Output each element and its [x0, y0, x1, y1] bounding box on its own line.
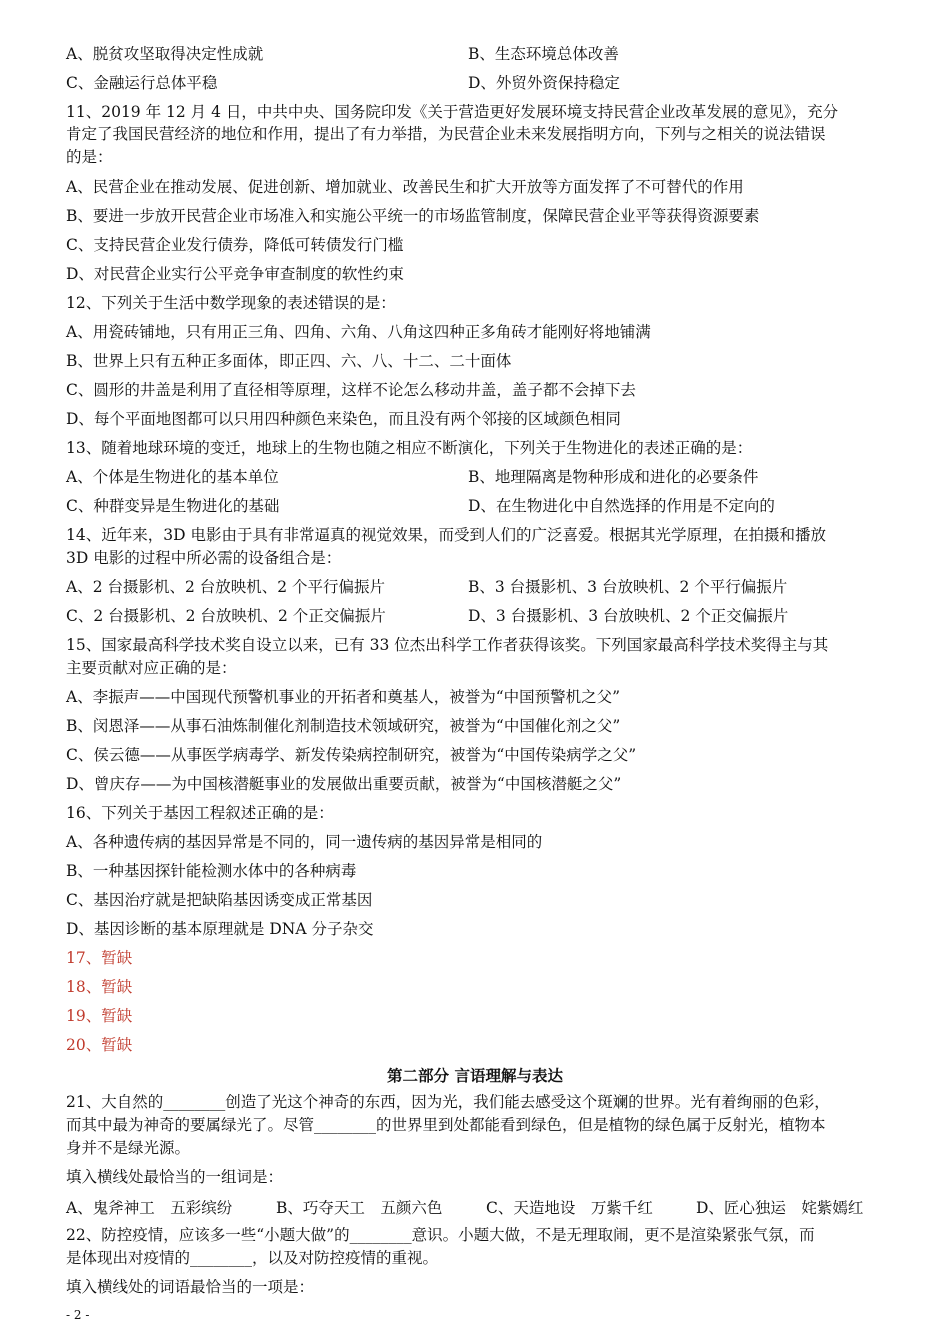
q21-options: [66, 1196, 863, 1218]
missing-question: 20、暂缺: [66, 1036, 133, 1054]
q14-stem-line2: 3D 电影的过程中所必需的设备组合是：: [66, 549, 342, 567]
q13-stem: 13、随着地球环境的变迁，地球上的生物也随之相应不断演化，下列关于生物进化的表述正确的是：: [66, 439, 753, 457]
q10-option-d: D、外贸外资保持稳定: [468, 74, 620, 92]
q11-option-d: D、对民营企业实行公平竞争审查制度的软性约束: [66, 265, 404, 283]
q16-option-b: B、一种基因探针能检测水体中的各种病毒: [66, 862, 357, 880]
q21-prompt: 填入横线处最恰当的一组词是：: [66, 1168, 284, 1186]
q14-option-b: B、3 台摄影机、3 台放映机、2 个平行偏振片: [468, 578, 788, 596]
q21-option-c: C、天造地设 万紫千红: [486, 1199, 653, 1217]
q15-stem-line1: 15、国家最高科学技术奖自设立以来，已有 33 位杰出科学工作者获得该奖。下列国家最高科学技术奖得主与其: [66, 636, 829, 654]
q15-option-a: A、李振声——中国现代预警机事业的开拓者和奠基人，被誉为“中国预警机之父”: [66, 688, 621, 706]
q13-option-b: B、地理隔离是物种形成和进化的必要条件: [468, 468, 759, 486]
q22-stem-line2: 是体现出对疫情的________，以及对防控疫情的重视。: [66, 1249, 439, 1267]
q14-option-c: C、2 台摄影机、2 台放映机、2 个正交偏振片: [66, 607, 386, 625]
page-number: - 2 -: [66, 1308, 90, 1322]
q21-stem-line3: 身并不是绿光源。: [66, 1139, 191, 1157]
q10-option-b: B、生态环境总体改善: [468, 45, 619, 63]
q12-option-b: B、世界上只有五种正多面体，即正四、六、八、十二、二十面体: [66, 352, 512, 370]
q15-option-b: B、闵恩泽——从事石油炼制催化剂制造技术领域研究，被誉为“中国催化剂之父”: [66, 717, 621, 735]
q14-option-a: A、2 台摄影机、2 台放映机、2 个平行偏振片: [66, 578, 386, 596]
q12-stem: 12、下列关于生活中数学现象的表述错误的是：: [66, 294, 396, 312]
q11-option-a: A、民营企业在推动发展、促进创新、增加就业、改善民生和扩大开放等方面发挥了不可替代的作用: [66, 178, 744, 196]
q16-option-d: D、基因诊断的基本原理就是 DNA 分子杂交: [66, 920, 374, 938]
q11-stem-line3: 的是：: [66, 148, 113, 166]
q13-option-d: D、在生物进化中自然选择的作用是不定向的: [468, 497, 775, 515]
q10-option-a: A、脱贫攻坚取得决定性成就: [66, 45, 264, 63]
missing-question: 19、暂缺: [66, 1007, 133, 1025]
q10-option-c: C、金融运行总体平稳: [66, 74, 218, 92]
q13-option-a: A、个体是生物进化的基本单位: [66, 468, 279, 486]
q15-option-c: C、侯云德——从事医学病毒学、新发传染病控制研究，被誉为“中国传染病学之父”: [66, 746, 637, 764]
missing-question: 18、暂缺: [66, 978, 133, 996]
q15-stem-line2: 主要贡献对应正确的是：: [66, 659, 237, 677]
q21-option-d: D、匠心独运 姹紫嫣红: [696, 1199, 864, 1217]
q16-option-c: C、基因治疗就是把缺陷基因诱变成正常基因: [66, 891, 373, 909]
q13-option-c: C、种群变异是生物进化的基础: [66, 497, 280, 515]
q14-stem-line1: 14、近年来，3D 电影由于具有非常逼真的视觉效果，而受到人们的广泛喜爱。根据其光学原理，在拍摄和播放: [66, 526, 826, 544]
q21-option-a: A、鬼斧神工 五彩缤纷: [66, 1199, 233, 1217]
q15-option-d: D、曾庆存——为中国核潜艇事业的发展做出重要贡献，被誉为“中国核潜艇之父”: [66, 775, 622, 793]
q22-prompt: 填入横线处的词语最恰当的一项是：: [66, 1278, 315, 1296]
q11-option-c: C、支持民营企业发行债券，降低可转债发行门槛: [66, 236, 404, 254]
q22-stem-line1: 22、防控疫情，应该多一些“小题大做”的________意识。小题大做，不是无理取闹，更不是渲染紧张气氛，而: [66, 1226, 815, 1244]
q12-option-d: D、每个平面地图都可以只用四种颜色来染色，而且没有两个邻接的区域颜色相同: [66, 410, 621, 428]
q11-stem-line2: 肯定了我国民营经济的地位和作用，提出了有力举措，为民营企业未来发展指明方向，下列与之相关的说法错误: [66, 125, 826, 143]
q11-option-b: B、要进一步放开民营企业市场准入和实施公平统一的市场监管制度，保障民营企业平等获得资源要素: [66, 207, 760, 225]
q21-stem-line1: 21、大自然的________创造了光这个神奇的东西，因为光，我们能去感受这个斑斓的世界。光有着绚丽的色彩，: [66, 1093, 830, 1111]
q16-option-a: A、各种遗传病的基因异常是不同的，同一遗传病的基因异常是相同的: [66, 833, 543, 851]
q21-stem-line2: 而其中最为神奇的要属绿光了。尽管________的世界里到处都能看到绿色，但是植物的绿色属于反射光，植物本: [66, 1116, 826, 1134]
q12-option-c: C、圆形的井盖是利用了直径相等原理，这样不论怎么移动井盖，盖子都不会掉下去: [66, 381, 636, 399]
q11-stem-line1: 11、2019 年 12 月 4 日，中共中央、国务院印发《关于营造更好发展环境支持民营企业改革发展的意见》，充分: [66, 103, 839, 121]
q14-option-d: D、3 台摄影机、3 台放映机、2 个正交偏振片: [468, 607, 789, 625]
q16-stem: 16、下列关于基因工程叙述正确的是：: [66, 804, 334, 822]
missing-question: 17、暂缺: [66, 949, 133, 967]
q21-option-b: B、巧夺天工 五颜六色: [276, 1199, 443, 1217]
q12-option-a: A、用瓷砖铺地，只有用正三角、四角、六角、八角这四种正多角砖才能刚好将地铺满: [66, 323, 651, 341]
section-heading: 第二部分 言语理解与表达: [387, 1066, 563, 1085]
